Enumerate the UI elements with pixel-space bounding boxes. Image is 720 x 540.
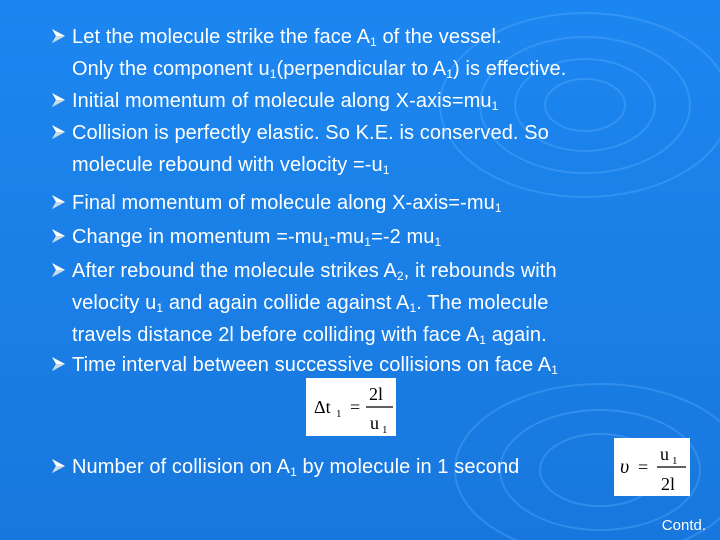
bullet-text: [72, 222, 441, 253]
text-run: Initial momentum of molecule along X-axis=mu: [72, 90, 492, 112]
bullet-text: [72, 86, 498, 117]
bullet-text: [72, 118, 549, 149]
bullet-text: [72, 22, 502, 53]
formula-numerator-sub: 1: [672, 455, 678, 467]
time-interval-formula: [306, 378, 396, 436]
text-run: After rebound the molecule strikes A: [72, 260, 397, 282]
subscript: 1: [156, 301, 164, 315]
text-run: -mu: [329, 226, 365, 248]
formula-graphic: [614, 438, 690, 496]
text-run: Let the molecule strike the face A: [72, 26, 371, 48]
collision-frequency-formula: [614, 438, 690, 496]
bullet-text: [72, 150, 390, 181]
formula-denominator-sub: 1: [382, 424, 388, 436]
text-run: (perpendicular to A: [276, 58, 447, 80]
arrow-bullet-icon: [52, 459, 65, 473]
subscript: 1: [269, 67, 277, 81]
formula-lhs: υ: [620, 456, 630, 478]
arrow-bullet-icon: [52, 263, 65, 277]
formula-equals: =: [638, 457, 649, 477]
arrow-bullet-icon: [52, 229, 65, 243]
subscript: 1: [290, 465, 297, 479]
text-run: Collision is perfectly elastic. So K.E. is conserved. So: [72, 122, 549, 144]
arrow-bullet-icon: [52, 93, 65, 107]
text-run: . The molecule: [416, 292, 549, 314]
bullet-text: [72, 256, 557, 287]
subscript: 1: [479, 333, 487, 347]
text-run: by molecule in 1 second: [296, 456, 520, 478]
subscript: 1: [370, 35, 377, 49]
formula-denominator: 2l: [661, 474, 676, 494]
bullet-text: [72, 288, 548, 319]
bullet-text: [72, 350, 558, 381]
formula-numerator: 2l: [369, 384, 384, 404]
subscript: 1: [446, 67, 454, 81]
arrow-bullet-icon: [52, 357, 65, 371]
subscript: 1: [434, 235, 442, 249]
subscript: 1: [494, 201, 502, 215]
continued-label: Contd.: [661, 517, 706, 534]
subscript: 1: [364, 235, 372, 249]
text-run: Change in momentum =-mu: [72, 226, 323, 248]
formula-equals: =: [350, 397, 361, 417]
text-run: and again collide against A: [163, 292, 410, 314]
subscript: 2: [396, 269, 404, 283]
text-run: ) is effective.: [453, 58, 567, 80]
text-run: velocity u: [72, 292, 157, 314]
subscript: 1: [491, 99, 499, 113]
text-run: molecule rebound with velocity =-u: [72, 154, 383, 176]
formula-denominator: u: [370, 413, 379, 433]
text-run: Time interval between successive collisions on face A: [72, 354, 552, 376]
formula-lhs: Δt: [314, 397, 331, 417]
bullet-text: [72, 188, 502, 219]
text-run: travels distance 2l before colliding with face A: [72, 324, 480, 346]
subscript: 1: [322, 235, 330, 249]
text-run: =-2 mu: [371, 226, 435, 248]
formula-lhs-sub: 1: [336, 408, 342, 420]
text-run: again.: [486, 324, 547, 346]
formula-graphic: [306, 378, 396, 436]
text-run: , it rebounds with: [403, 260, 557, 282]
text-run: Only the component u: [72, 58, 270, 80]
formula-numerator: u: [660, 444, 669, 464]
arrow-bullet-icon: [52, 29, 65, 43]
bullet-text: [72, 452, 519, 483]
subscript: 1: [382, 163, 390, 177]
bullet-text: [72, 54, 566, 85]
subscript: 1: [409, 301, 417, 315]
text-run: of the vessel.: [376, 26, 502, 48]
arrow-bullet-icon: [52, 195, 65, 209]
text-run: Final momentum of molecule along X-axis=-mu: [72, 192, 495, 214]
bullet-text: [72, 320, 547, 351]
subscript: 1: [551, 363, 559, 377]
text-run: Number of collision on A: [72, 456, 291, 478]
arrow-bullet-icon: [52, 125, 65, 139]
